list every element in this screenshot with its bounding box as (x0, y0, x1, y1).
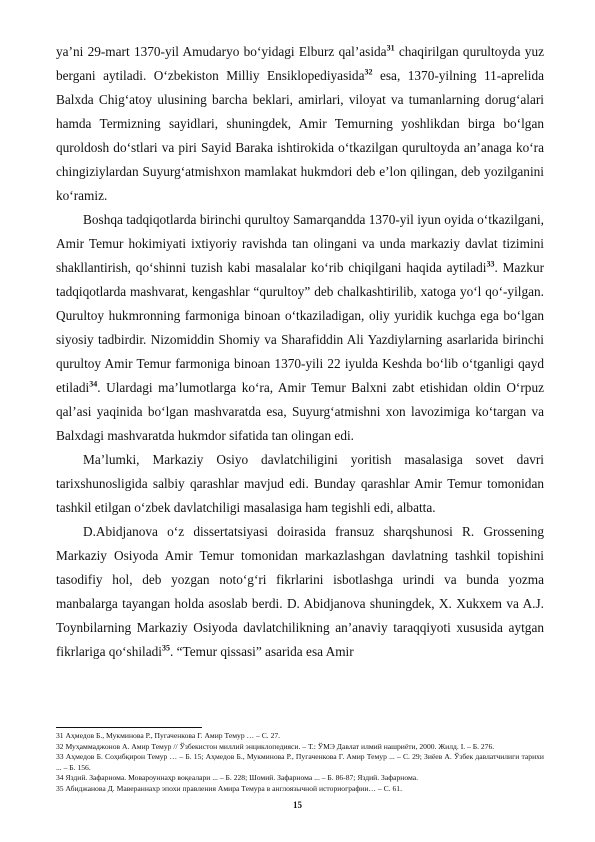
page-number: 15 (293, 800, 302, 810)
paragraph (56, 208, 544, 448)
paragraph-text: . Ulardagi ma’lumotlarga ko‘ra, Amir Temur Balxni zabt etishidan oldin O‘rpuz qal’asi yaqinida bo‘lgan mashvaratda esa, Suyurg‘atmishni xon lavozimiga ko‘targan va Balxdagi mashvaratda hukmdor sifatida tan olingan edi. (56, 380, 544, 443)
footnote-separator (56, 727, 202, 728)
footnote-reference[interactable]: 34 (89, 379, 98, 389)
footnote-item: 32 Муҳаммаджонов А. Амир Темур // Ўзбекистон миллий энциклопедияси. – Т.: ЎМЭ Давлат илмий нашриёти, 2000. Жилд. I. – Б. 276. (56, 741, 495, 751)
paragraph-text: ya’ni 29-mart 1370-yil Amudaryo bo‘yidagi Elburz qal’asida (56, 44, 387, 59)
paragraph (56, 40, 544, 208)
footnote-item: 35 Абиджанова Д. Мавераннахр эпохи правления Амира Темура в англоязычной историографии… – С. 61. (56, 783, 402, 793)
footnote-reference[interactable]: 31 (386, 43, 395, 53)
document-page (56, 40, 544, 664)
paragraph (56, 520, 544, 664)
footnote-reference[interactable]: 33 (486, 259, 495, 269)
paragraph-text: esa, 1370-yilning 11-aprelida Balxda Chig‘atoy ulusining barcha beklari, amirlari, viloyat va tumanlarning dorug‘alari hamda Termizning sayidlari, shuningdek, Amir Temurning yoshlikdan birga bo‘lgan quroldosh do‘stlari va piri Sayid Baraka ishtirokida o‘tkazilgan qurultoyda an’anaga ko‘ra chingiziylardan Suyurg‘atmishxon mamlakat hukmdori deb e’lon qilingan, deb yozilganini ko‘ramiz. (56, 68, 544, 203)
main-text (56, 40, 544, 664)
footnote-item: 33 Аҳмедов Б. Соҳибқирон Темур … – Б. 15; Аҳмедов Б., Мукминова Р., Пугаченкова Г. Амир Темур ... – С. 29; Зиёев А. Ўзбек давлатчилиги тарихи ... – Б. 156. (56, 752, 544, 772)
paragraph-text: D.Abidjanova o‘z dissertatsiyasi doirasida fransuz sharqshunosi R. Grossening Markaziy Osiyoda Amir Temur tomonidan markazlashgan davlatning tashkil topishini tasodifiy hol, deb yozgan noto‘g‘ri fikrlarini isbotlashga urindi va bunda yozma manbalarga tayangan holda asoslab berdi. D. Abidjanova shuningdek, X. Xukxem va A.J. Toynbilarning Markaziy Osiyoda davlatchilikning an’anaviy taraqqiyoti xususida aytgan fikrlariga qo‘shiladi (56, 524, 544, 659)
paragraph (56, 448, 544, 520)
footnote-item: 34 Яздий. Зафарнома. Мовароуннаҳр воқеалари ... – Б. 228; Шомий. Зафарнома ... – Б. 86-87; Яздий. Зафарнома. (56, 773, 419, 783)
footnotes-section (56, 727, 544, 795)
paragraph-text: chaqirilgan qurultoyda yuz bergani aytiladi. O‘zbekiston Milliy Ensiklopediyasida (56, 44, 545, 83)
footnote-item: 31 Аҳмедов Б., Мукминова Р., Пугаченкова Г. Амир Темур … – С. 27. (56, 731, 281, 740)
paragraph-text: . “Temur qissasi” asarida esa Amir (169, 644, 354, 659)
footnote-reference[interactable]: 32 (364, 67, 373, 77)
footnote-reference[interactable]: 35 (161, 643, 170, 653)
paragraph-text: Ma’lumki, Markaziy Osiyo davlatchiligini yoritish masalasiga sovet davri tarixshunosligida salbiy qarashlar mavjud edi. Bunday qarashlar Amir Temur tomonidan tashkil etilgan o‘zbek davlatchiligi masalasiga ham tegishli edi, albatta. (56, 452, 544, 515)
footnote-list (56, 731, 544, 795)
paragraph-text: . Mazkur tadqiqotlarda mashvarat, kengashlar “qurultoy” deb chalkashtirilib, xatoga yo‘l qo‘-yilgan. Qurultoy hukmronning farmoniga binoan o‘tkaziladigan, oliy yuridik kuchga ega bo‘lgan siyosiy tadbirdir. Nizomiddin Shomiy va Sharafiddin Ali Yazdiylarning asarlarida birinchi qurultoy Amir Temur farmoniga binoan 1370-yili 22 iyulda Keshda bo‘lib o‘tganligi qayd etiladi (56, 260, 544, 395)
paragraph-text: Boshqa tadqiqotlarda birinchi qurultoy Samarqandda 1370-yil iyun oyida o‘tkazilgani, Amir Temur hokimiyati ixtiyoriy ravishda tan olingani va unda markaziy davlat tizimini shakllantirish, qo‘shinni tuzish kabi masalalar ko‘rib chiqilgani haqida aytiladi (56, 212, 544, 275)
